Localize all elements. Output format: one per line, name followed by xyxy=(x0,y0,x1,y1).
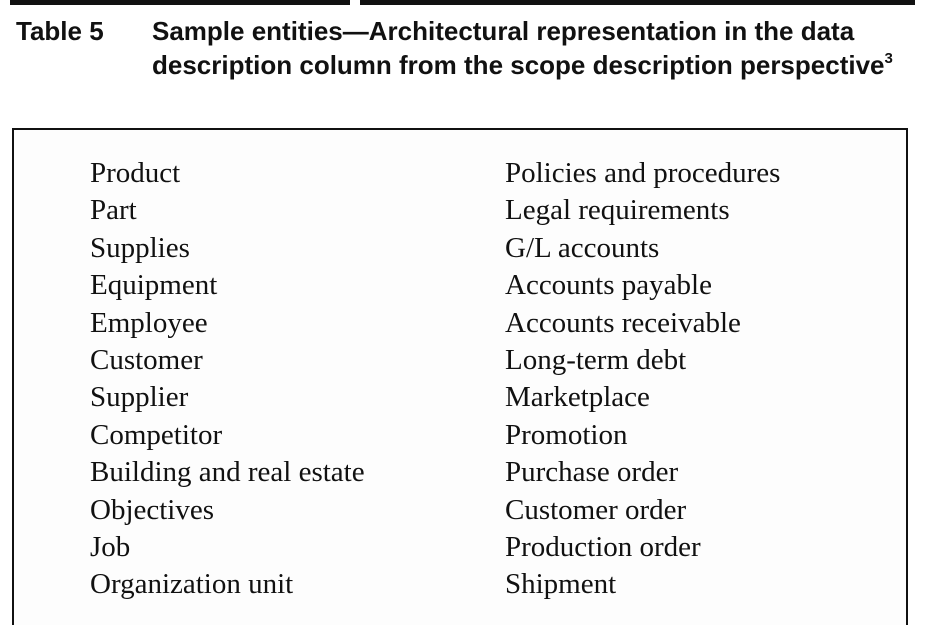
entity-item: Competitor xyxy=(90,418,223,451)
footnote-marker: 3 xyxy=(884,50,893,67)
entity-item: Legal requirements xyxy=(505,194,730,227)
top-rule xyxy=(360,0,915,5)
entity-item: Marketplace xyxy=(505,381,650,414)
entity-item: Equipment xyxy=(90,269,218,302)
entity-item: Employee xyxy=(90,306,208,339)
entity-item: Part xyxy=(90,194,137,227)
table-title-text: Sample entities—Architectural representation in the data description column from the scope description perspective xyxy=(152,16,885,80)
table-number: Table 5 xyxy=(16,16,104,46)
entity-item: Customer order xyxy=(505,493,687,526)
table-title xyxy=(152,14,912,82)
entity-item: Building and real estate xyxy=(90,456,365,489)
left-column xyxy=(90,155,490,604)
entity-item: Product xyxy=(90,157,181,189)
entity-item: G/L accounts xyxy=(505,231,660,264)
entity-item: Objectives xyxy=(90,493,215,526)
entities-table xyxy=(12,128,908,625)
entity-item: Supplier xyxy=(90,381,189,414)
entity-item: Promotion xyxy=(505,418,628,451)
entity-item: Shipment xyxy=(505,568,617,601)
entity-item: Long-term debt xyxy=(505,343,687,376)
top-rule xyxy=(10,0,350,5)
entity-item: Customer xyxy=(90,343,203,376)
entity-item: Policies and procedures xyxy=(505,157,781,189)
entity-item: Accounts payable xyxy=(505,269,712,302)
entity-item: Job xyxy=(90,530,131,563)
entity-item: Production order xyxy=(505,530,701,563)
right-column xyxy=(505,155,905,604)
entity-item: Organization unit xyxy=(90,568,294,601)
entity-item: Purchase order xyxy=(505,456,679,489)
entity-item: Accounts receivable xyxy=(505,306,741,339)
entity-item: Supplies xyxy=(90,231,190,264)
